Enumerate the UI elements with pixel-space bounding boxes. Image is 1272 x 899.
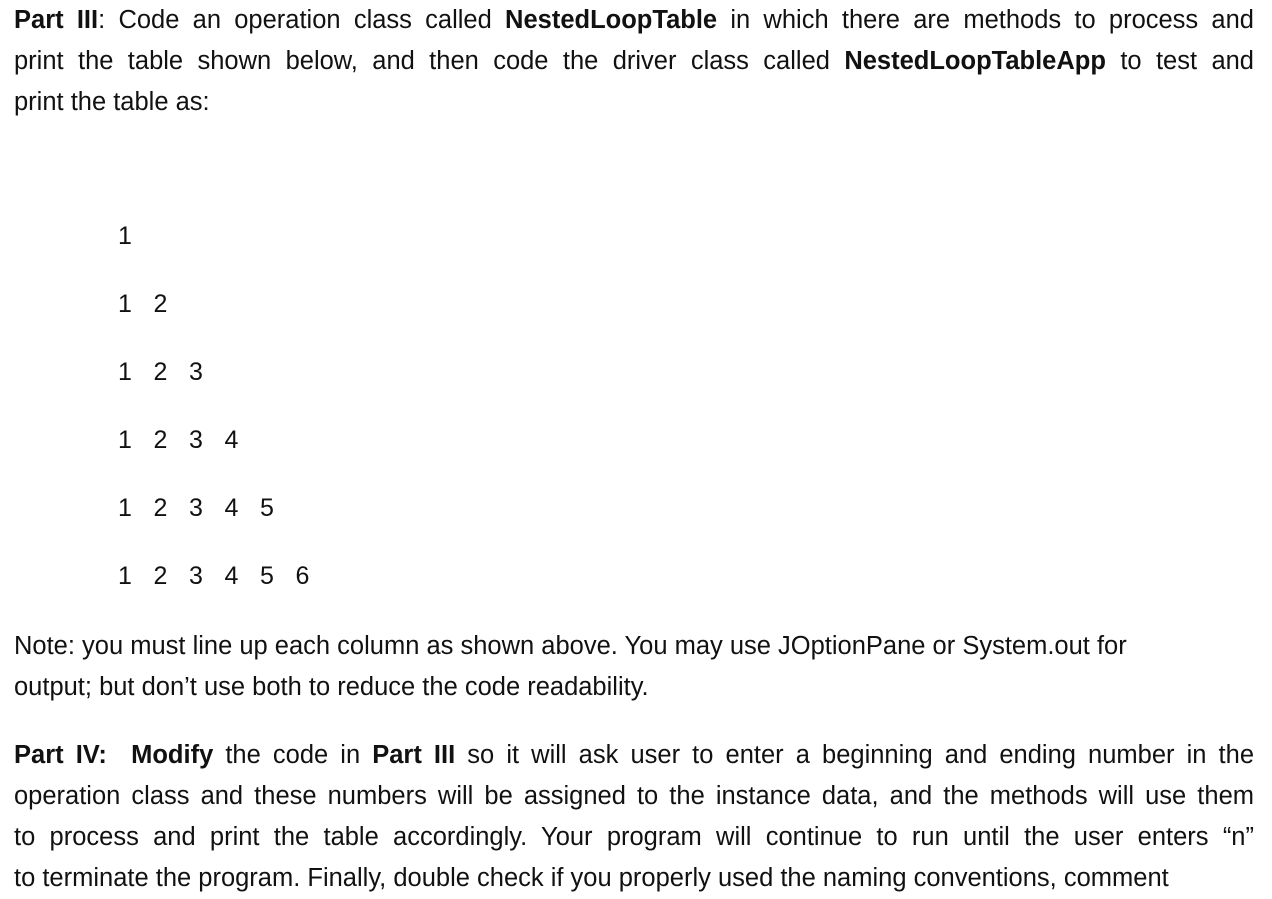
part-iii-label: Part III [14,6,99,34]
part-iii-line-2-post: to test and [1105,47,1254,75]
part-iv-spacer [107,741,131,769]
table-cell: 5 [260,494,274,522]
part-iv-line-1-b: so it will ask user to enter a beginning and ending number in the [455,741,1254,769]
modify-keyword: Modify [131,741,214,769]
part-iii-line-2-pre: print the table shown below, and then code the driver class called [14,47,845,75]
table-cell: 1 [118,222,132,250]
table-cell: 1 [118,562,132,590]
table-row [118,222,154,256]
table-cell: 1 [118,494,132,522]
part-iv-line-4: to terminate the program. Finally, double check if you properly used the naming conventions, comment [14,864,1169,892]
part-iv-line-3: to process and print the table accordingly. Your program will continue to run until the user enters “n” [14,823,1254,851]
class-name-nested-loop-table: NestedLoopTable [505,6,718,34]
note-paragraph [14,626,1254,708]
table-cell: 4 [224,494,239,522]
table-row [118,494,296,528]
table-cell: 2 [153,358,168,386]
table-cell: 3 [189,426,203,454]
part-iii-line-3: print the table as: [14,88,210,116]
table-row [118,426,260,460]
table-row [118,562,331,596]
table-cell: 3 [189,358,203,386]
table-cell: 2 [153,426,168,454]
part-iii-intro-text: : Code an operation class called [98,6,506,34]
table-cell: 3 [189,562,203,590]
table-cell: 1 [118,290,132,318]
part-iv-line-1-a: the code in [213,741,373,769]
table-row [118,358,225,392]
part-iii-paragraph [14,0,1254,123]
class-name-nested-loop-table-app: NestedLoopTableApp [844,47,1106,75]
part-iii-mid-text: in which there are methods to process and [717,6,1254,34]
table-cell: 3 [189,494,203,522]
table-cell: 2 [153,494,168,522]
note-line-2: output; but don’t use both to reduce the code readability. [14,673,649,701]
table-row [118,290,189,324]
table-cell: 2 [153,290,168,318]
table-cell: 1 [118,358,132,386]
part-iv-paragraph [14,735,1254,899]
part-iv-line-1 [14,735,1254,776]
table-cell: 6 [295,562,310,590]
table-cell: 5 [260,562,274,590]
table-cell: 2 [153,562,168,590]
table-cell: 4 [224,562,239,590]
part-iii-line-1 [14,0,1254,41]
part-iii-line-2 [14,41,1254,82]
table-cell: 4 [224,426,239,454]
note-line-1: Note: you must line up each column as shown above. You may use JOptionPane or System.out for [14,632,1127,660]
part-iv-label: Part IV: [14,741,107,769]
part-iii-reference: Part III [372,741,456,769]
table-cell: 1 [118,426,132,454]
part-iv-line-2: operation class and these numbers will be assigned to the instance data, and the methods will use them [14,782,1254,810]
